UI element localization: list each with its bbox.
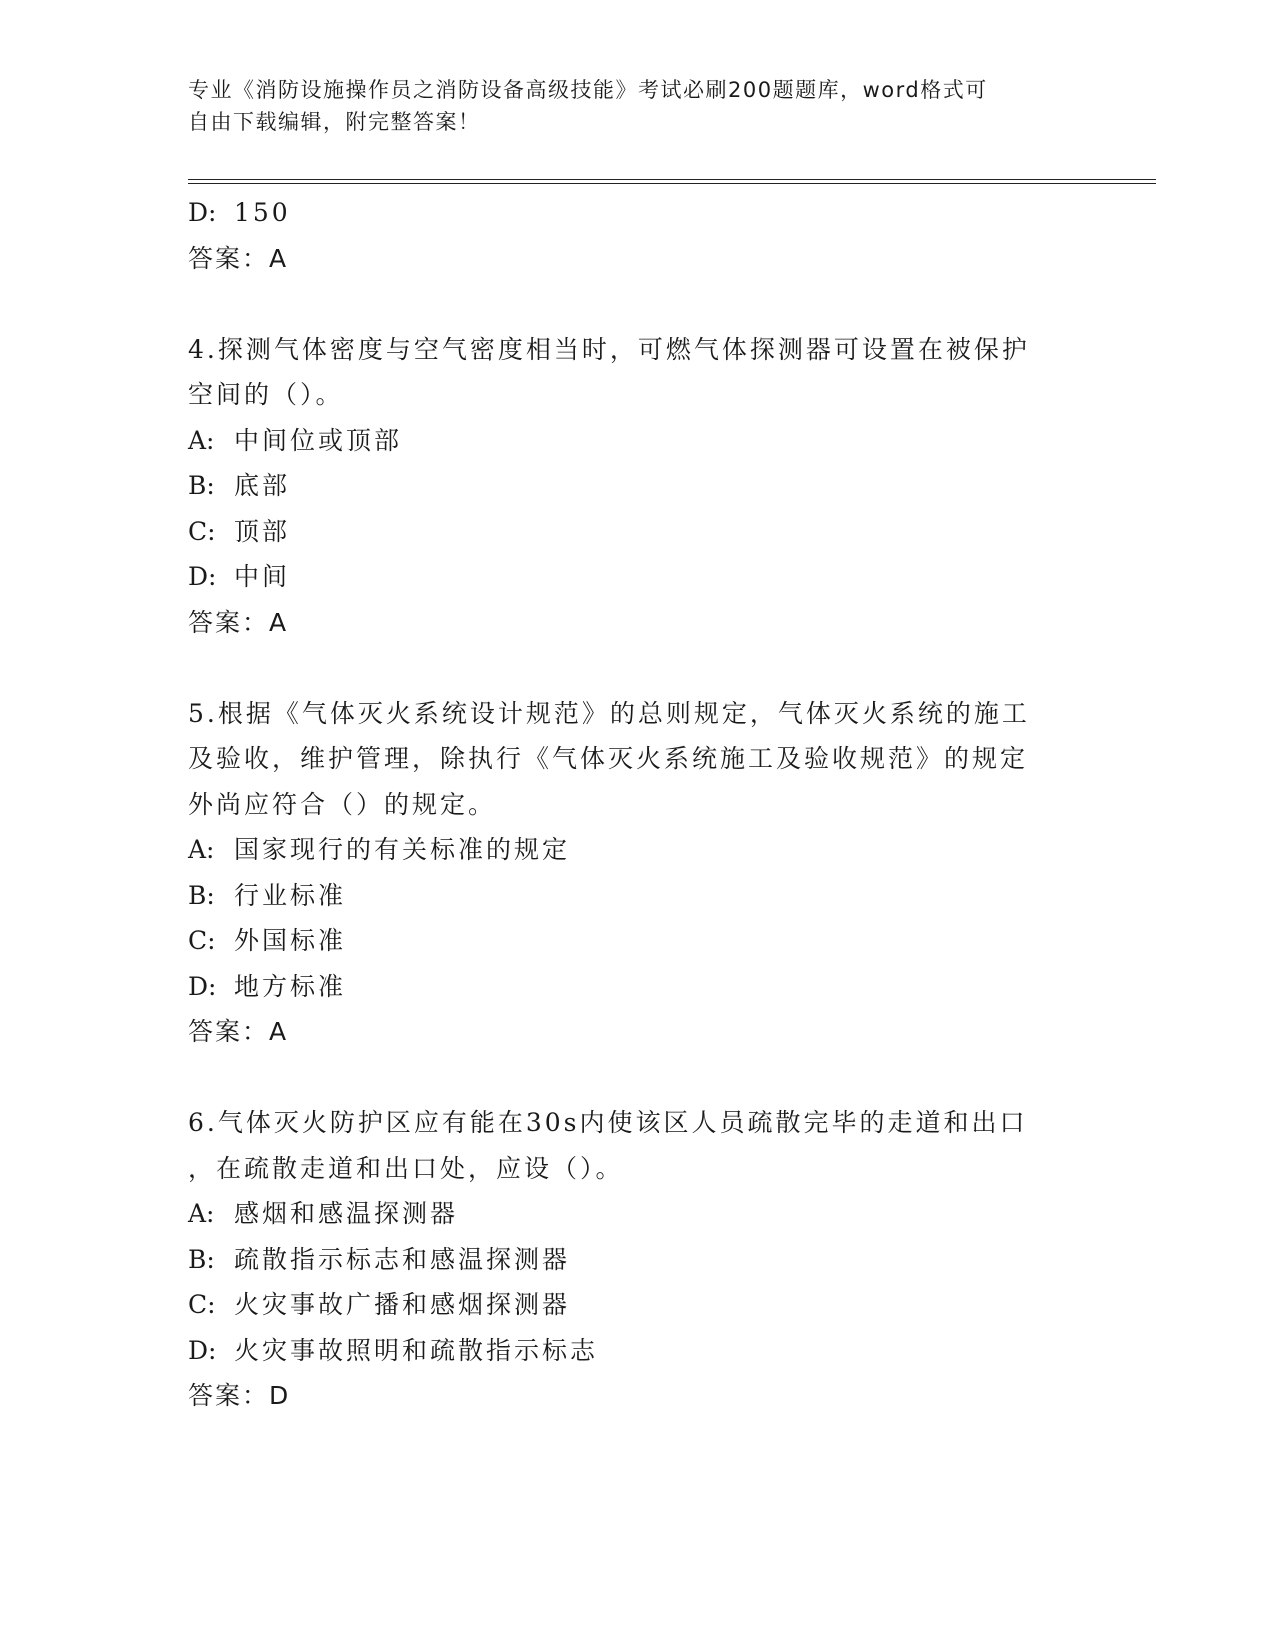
- option-text: 底部: [234, 471, 291, 500]
- option-text: 150: [234, 198, 291, 227]
- option-letter: A:: [188, 425, 215, 455]
- question-4-option-c: [188, 509, 1088, 555]
- prev-option-d: [188, 190, 1088, 236]
- document-header: [188, 74, 1068, 138]
- option-letter: B:: [188, 1244, 215, 1274]
- question-5-option-d: [188, 964, 1088, 1010]
- option-text: 感烟和感温探测器: [234, 1199, 459, 1228]
- header-line-2: 自由下载编辑，附完整答案！: [188, 110, 481, 134]
- question-5-option-c: [188, 918, 1088, 964]
- question-4-option-b: [188, 463, 1088, 509]
- option-letter: D:: [188, 562, 217, 591]
- question-5-line-2: 及验收，维护管理，除执行《气体灭火系统施工及验收规范》的规定: [188, 744, 1029, 773]
- option-letter: B:: [188, 471, 215, 500]
- question-6-line-1: 6.气体灭火防护区应有能在30s内使该区人员疏散完毕的走道和出口: [188, 1108, 1028, 1137]
- header-divider-bottom: [188, 183, 1156, 184]
- prev-answer: 答案：A: [188, 243, 289, 273]
- option-text: 火灾事故照明和疏散指示标志: [234, 1335, 599, 1365]
- question-5-option-a: [188, 827, 1088, 873]
- question-5-answer: 答案：A: [188, 1017, 289, 1046]
- option-text: 中间: [234, 562, 291, 591]
- question-6-option-a: [188, 1191, 1088, 1237]
- question-4-option-a: [188, 418, 1088, 464]
- question-5: [188, 691, 1088, 1055]
- question-5-line-1: 5.根据《气体灭火系统设计规范》的总则规定，气体灭火系统的施工: [188, 698, 1030, 728]
- question-4: [188, 327, 1088, 646]
- option-text: 行业标准: [234, 880, 347, 910]
- option-letter: C:: [188, 926, 216, 955]
- option-text: 火灾事故广播和感烟探测器: [234, 1290, 571, 1319]
- question-6-option-c: [188, 1282, 1088, 1328]
- question-5-option-b: [188, 873, 1088, 919]
- question-4-option-d: [188, 554, 1088, 600]
- question-4-line-1: 4.探测气体密度与空气密度相当时，可燃气体探测器可设置在被保护: [188, 334, 1030, 364]
- question-6-line-2: ，在疏散走道和出口处，应设（）。: [188, 1153, 624, 1183]
- option-text: 中间位或顶部: [234, 425, 403, 455]
- option-letter: D:: [188, 198, 217, 227]
- option-text: 外国标准: [234, 926, 347, 955]
- question-6-option-b: [188, 1237, 1088, 1283]
- option-letter: C:: [188, 1290, 216, 1319]
- option-letter: B:: [188, 880, 215, 910]
- question-4-answer: 答案：A: [188, 607, 289, 637]
- question-6-option-d: [188, 1328, 1088, 1374]
- header-line-1: 专业《消防设施操作员之消防设备高级技能》考试必刷200题题库，word格式可: [188, 78, 988, 102]
- header-divider-top: [188, 179, 1156, 180]
- option-text: 顶部: [234, 516, 291, 546]
- option-letter: D:: [188, 1335, 217, 1365]
- option-text: 地方标准: [234, 971, 347, 1001]
- question-5-line-3: 外尚应符合（）的规定。: [188, 789, 497, 819]
- question-content: [188, 190, 1088, 1419]
- question-6-answer: 答案：D: [188, 1381, 291, 1410]
- option-letter: A:: [188, 835, 215, 864]
- option-text: 国家现行的有关标准的规定: [234, 835, 571, 864]
- option-letter: A:: [188, 1199, 215, 1228]
- option-text: 疏散指示标志和感温探测器: [234, 1244, 571, 1274]
- option-letter: D:: [188, 971, 217, 1001]
- question-6: [188, 1100, 1088, 1419]
- option-letter: C:: [188, 516, 216, 546]
- question-4-line-2: 空间的（）。: [188, 380, 344, 409]
